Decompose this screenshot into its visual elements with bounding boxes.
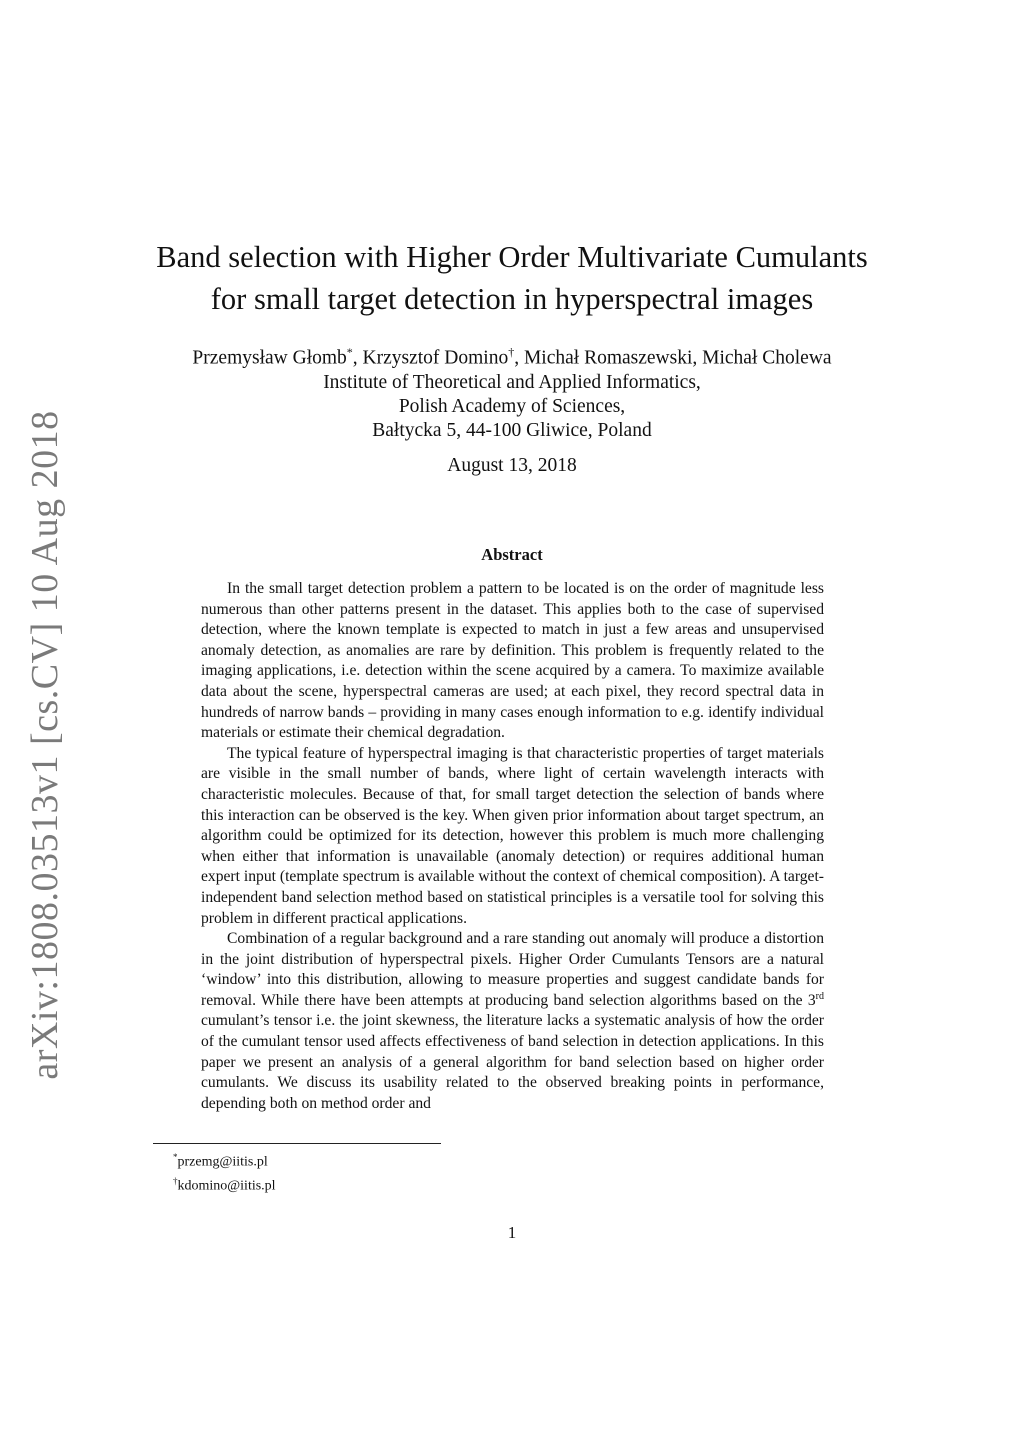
author-glomb: Przemysław Głomb xyxy=(192,347,347,369)
title-line-2: for small target detection in hyperspectral images xyxy=(210,282,814,316)
footnotes xyxy=(173,1148,276,1195)
page-number: 1 xyxy=(507,1223,517,1242)
abstract-heading: Abstract xyxy=(481,545,543,564)
affiliation-line: Bałtycka 5, 44-100 Gliwice, Poland xyxy=(372,419,652,441)
arxiv-identifier: arXiv:1808.03513v1 [cs.CV] 10 Aug 2018 xyxy=(24,410,66,1080)
abstract-paragraph: In the small target detection problem a pattern to be located is on the order of magnitude less numerous than other patterns present in the dataset. This applies both to the case of supervised detection, where the known template is expected to match in just a few areas and unsupervised anomaly detection, as anomalies are rare by definition. This problem is frequently related to the imaging applications, i.e. detection within the scene acquired by a camera. To maximize available data about the scene, hyperspectral cameras are used; at each pixel, they record spectral data in hundreds of narrow bands – providing in many cases enough information to e.g. identify individual materials or estimate their chemical degradation. xyxy=(201,580,824,742)
paper-title xyxy=(120,236,904,320)
abstract-paragraph xyxy=(201,929,824,1114)
footnote-rule xyxy=(153,1143,441,1144)
footnote xyxy=(173,1172,276,1196)
abstract-text: Combination of a regular background and a rare standing out anomaly will produce a distortion in the joint distribution of hyperspectral pixels. Higher Order Cumulants Tensors are a natural ‘window’ into this distribution, allowing to measure properties and suggest candidate bands for removal. While there have been attempts at producing band selection algorithms based on the 3 xyxy=(201,930,824,1009)
paper-date: August 13, 2018 xyxy=(447,455,577,476)
author-domino: , Krzysztof Domino xyxy=(352,347,509,369)
footnote-marker: † xyxy=(508,345,515,359)
footnote-email: przemg@iitis.pl xyxy=(177,1154,268,1170)
author-names xyxy=(120,340,904,371)
abstract-text: cumulant’s tensor i.e. the joint skewness, the literature lacks a systematic analysis of how the order of the cumulant tensor used affects effectiveness of band selection in detection applications. In this paper we present an analysis of a general algorithm for band selection based on higher order cumulants. We discuss its usability related to the observed breaking points in performance, depending both on method order and xyxy=(201,1012,824,1112)
footnote-marker: * xyxy=(346,345,353,359)
affiliation-line: Polish Academy of Sciences, xyxy=(398,395,626,417)
author-block xyxy=(120,340,904,443)
footnote-marker: † xyxy=(173,1175,178,1186)
affiliation-line: Institute of Theoretical and Applied Informatics, xyxy=(323,371,701,393)
abstract-body xyxy=(201,579,824,1114)
footnote xyxy=(173,1148,276,1172)
ordinal-superscript: rd xyxy=(815,990,824,1002)
footnote-marker: * xyxy=(173,1152,178,1162)
title-line-1: Band selection with Higher Order Multivariate Cumulants xyxy=(156,240,868,274)
author-others: , Michał Romaszewski, Michał Cholewa xyxy=(514,347,832,369)
footnote-email: kdomino@iitis.pl xyxy=(177,1178,276,1194)
abstract-paragraph: The typical feature of hyperspectral imaging is that characteristic properties of target materials are visible in the small number of bands, where light of certain wavelength interacts with characteristic molecules. Because of that, for small target detection the selection of bands where this interaction can be observed is the key. When given prior information about target spectrum, an algorithm could be optimized for its detection, however this problem is much more challenging when either that information is unavailable (anomaly detection) or requires additional human expert input (template spectrum is available without the context of chemical composition). A target-independent band selection method based on statistical principles is a versatile tool for solving this problem in different practical applications. xyxy=(201,744,824,927)
